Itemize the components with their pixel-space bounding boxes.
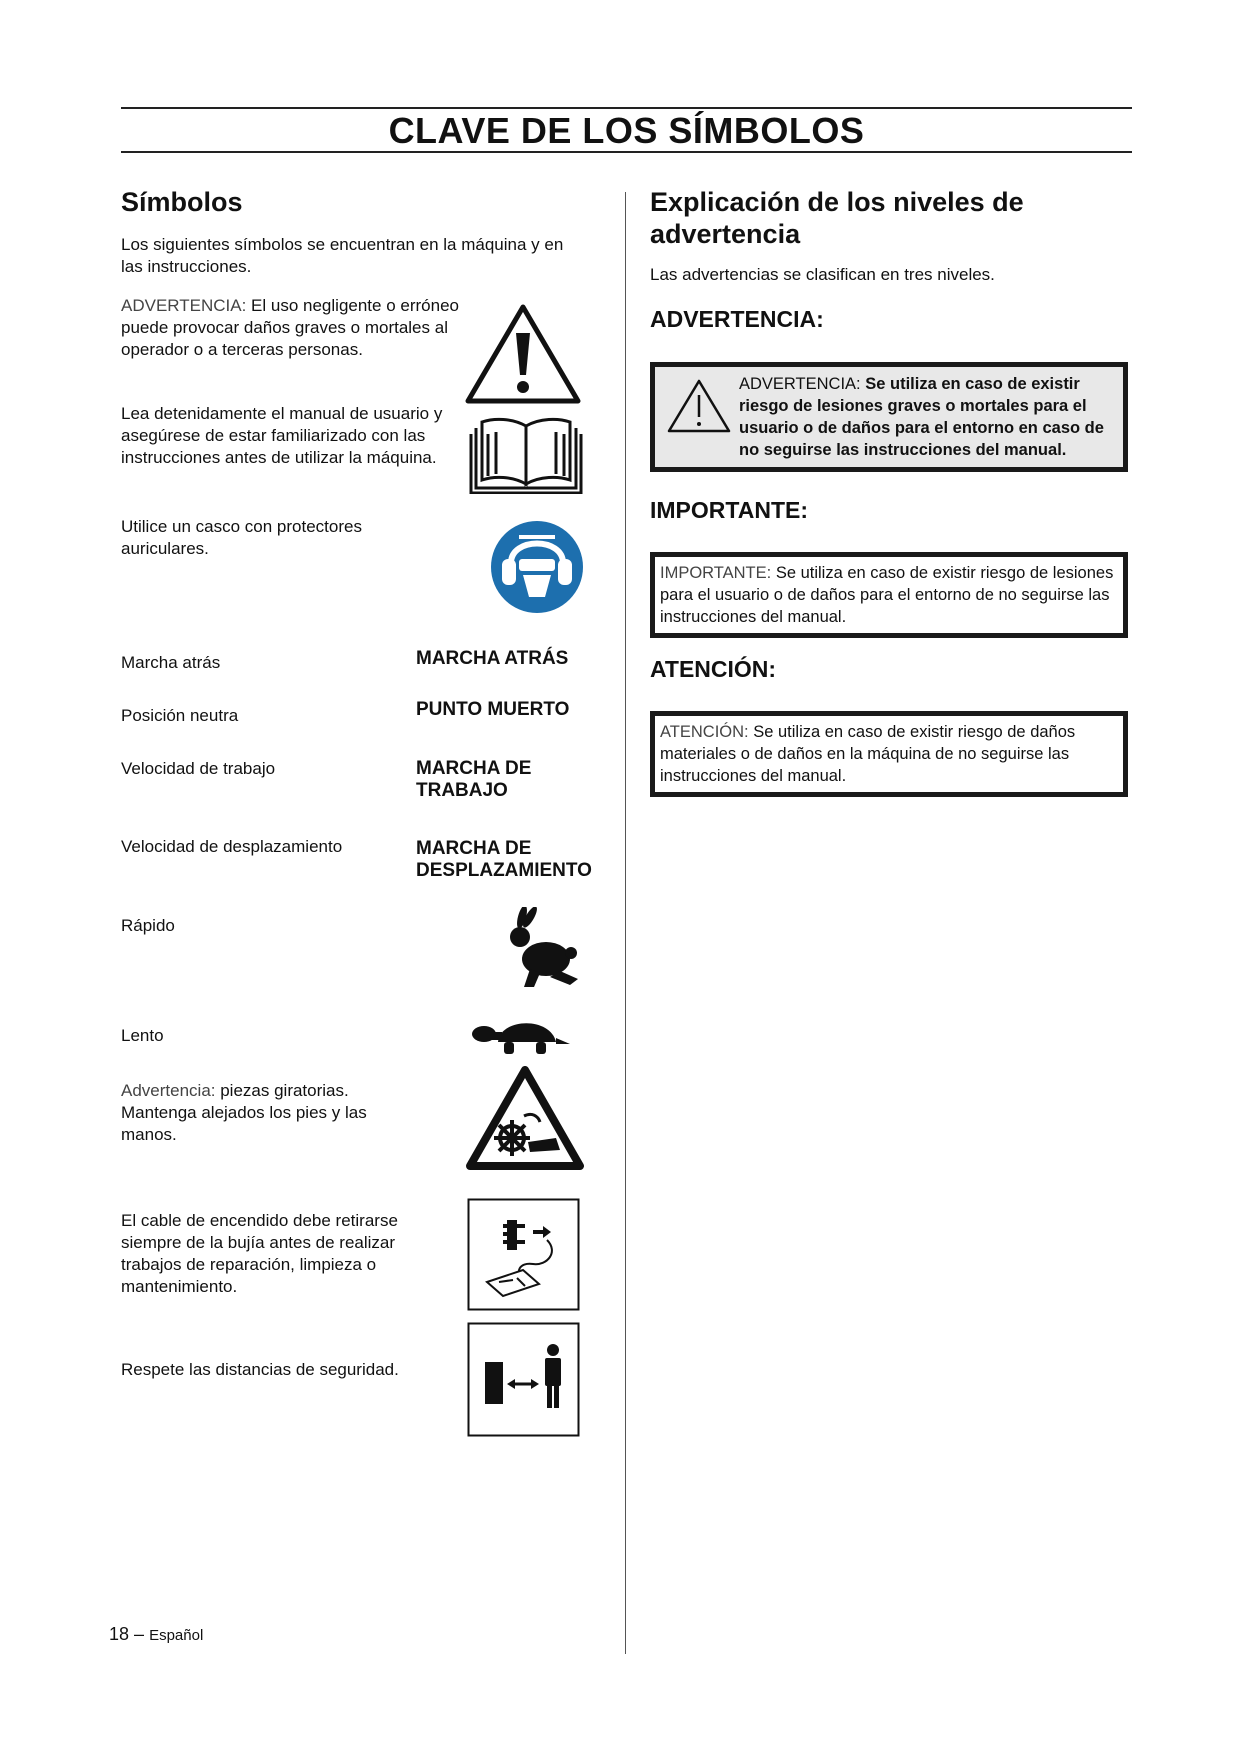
code-reverse: MARCHA ATRÁS [416,648,569,669]
symbol-text-work-speed: Velocidad de trabajo [121,759,276,778]
symbol-text-reverse: Marcha atrás [121,653,221,672]
warning-triangle-outline-icon [665,377,733,435]
header-bottom-rule [121,151,1132,153]
column-divider [625,192,626,1654]
header-top-rule [121,107,1132,109]
code-neutral: PUNTO MUERTO [416,699,570,720]
levels-intro: Las advertencias se clasifican en tres niveles. [650,265,995,284]
symbol-text-neutral: Posición neutra [121,706,239,725]
page-footer [109,1624,203,1645]
symbol-text-helmet: Utilice un casco con protectores auriculares. [121,517,362,558]
rotating-prefix: Advertencia: [121,1081,216,1100]
code-transport-speed: MARCHA DE DESPLAZAMIENTO [416,838,592,881]
symbol-text-safety-distance: Respete las distancias de seguridad. [121,1360,399,1379]
page-title: CLAVE DE LOS SÍMBOLOS [388,110,865,151]
safety-distance-icon [467,1322,580,1437]
symbol-text-fast: Rápido [121,916,175,935]
footer-separator: – [134,1624,145,1644]
symbol-text-warning: ADVERTENCIA: El uso negligente o erróneo puede provocar daños graves o mortales al operador o a terceras personas. [121,296,459,359]
symbol-text-transport-speed: Velocidad de desplazamiento [121,837,343,856]
footer-language: Español [149,1627,204,1644]
advertencia-box [650,362,1128,472]
rotating-parts-warning-icon [466,1066,584,1170]
symbol-text-slow: Lento [121,1026,164,1045]
page-number: 18 [109,1624,130,1644]
symbols-intro: Los siguientes símbolos se encuentran en la máquina y en las instrucciones. [121,235,564,276]
turtle-icon [470,1010,580,1060]
warning-triangle-icon [464,303,582,405]
importante-box-text: IMPORTANTE: Se utiliza en caso de existir riesgo de lesiones para el usuario o de daños para el entorno de no seguirse las instrucciones del manual. [660,564,1114,626]
spark-plug-cable-icon [467,1198,580,1311]
level-heading-advertencia: ADVERTENCIA: [650,306,824,332]
manual-book-icon [468,414,584,494]
atencion-box-text: ATENCIÓN: Se utiliza en caso de existir riesgo de daños materiales o de daños en la máquina de no seguirse las instrucciones del manual. [660,723,1076,785]
symbol-text-manual: Lea detenidamente el manual de usuario y asegúrese de estar familiarizado con las instrucciones antes de utilizar la máquina. [121,404,443,467]
symbol-text-spark-plug: El cable de encendido debe retirarse siempre de la bujía antes de realizar trabajos de reparación, limpieza o mantenimiento. [121,1211,398,1296]
symbol-text-rotating: Advertencia: piezas giratorias. Mantenga alejados los pies y las manos. [121,1081,367,1144]
advertencia-box-text: ADVERTENCIA: Se utiliza en caso de existir riesgo de lesiones graves o mortales para el usuario o de daños para el entorno en caso de no seguirse las instrucciones del manual. [739,375,1104,459]
atencion-box [650,711,1128,797]
level-heading-importante: IMPORTANTE: [650,497,809,523]
code-work-speed: MARCHA DE TRABAJO [416,758,532,801]
helmet-ear-protection-icon [489,519,585,615]
importante-box [650,552,1128,638]
levels-heading: Explicación de los niveles de advertencia [650,187,1024,249]
rabbit-icon [500,907,584,991]
level-heading-atencion: ATENCIÓN: [650,656,777,682]
warning-prefix: ADVERTENCIA: [121,296,247,315]
symbols-heading: Símbolos [121,187,243,217]
